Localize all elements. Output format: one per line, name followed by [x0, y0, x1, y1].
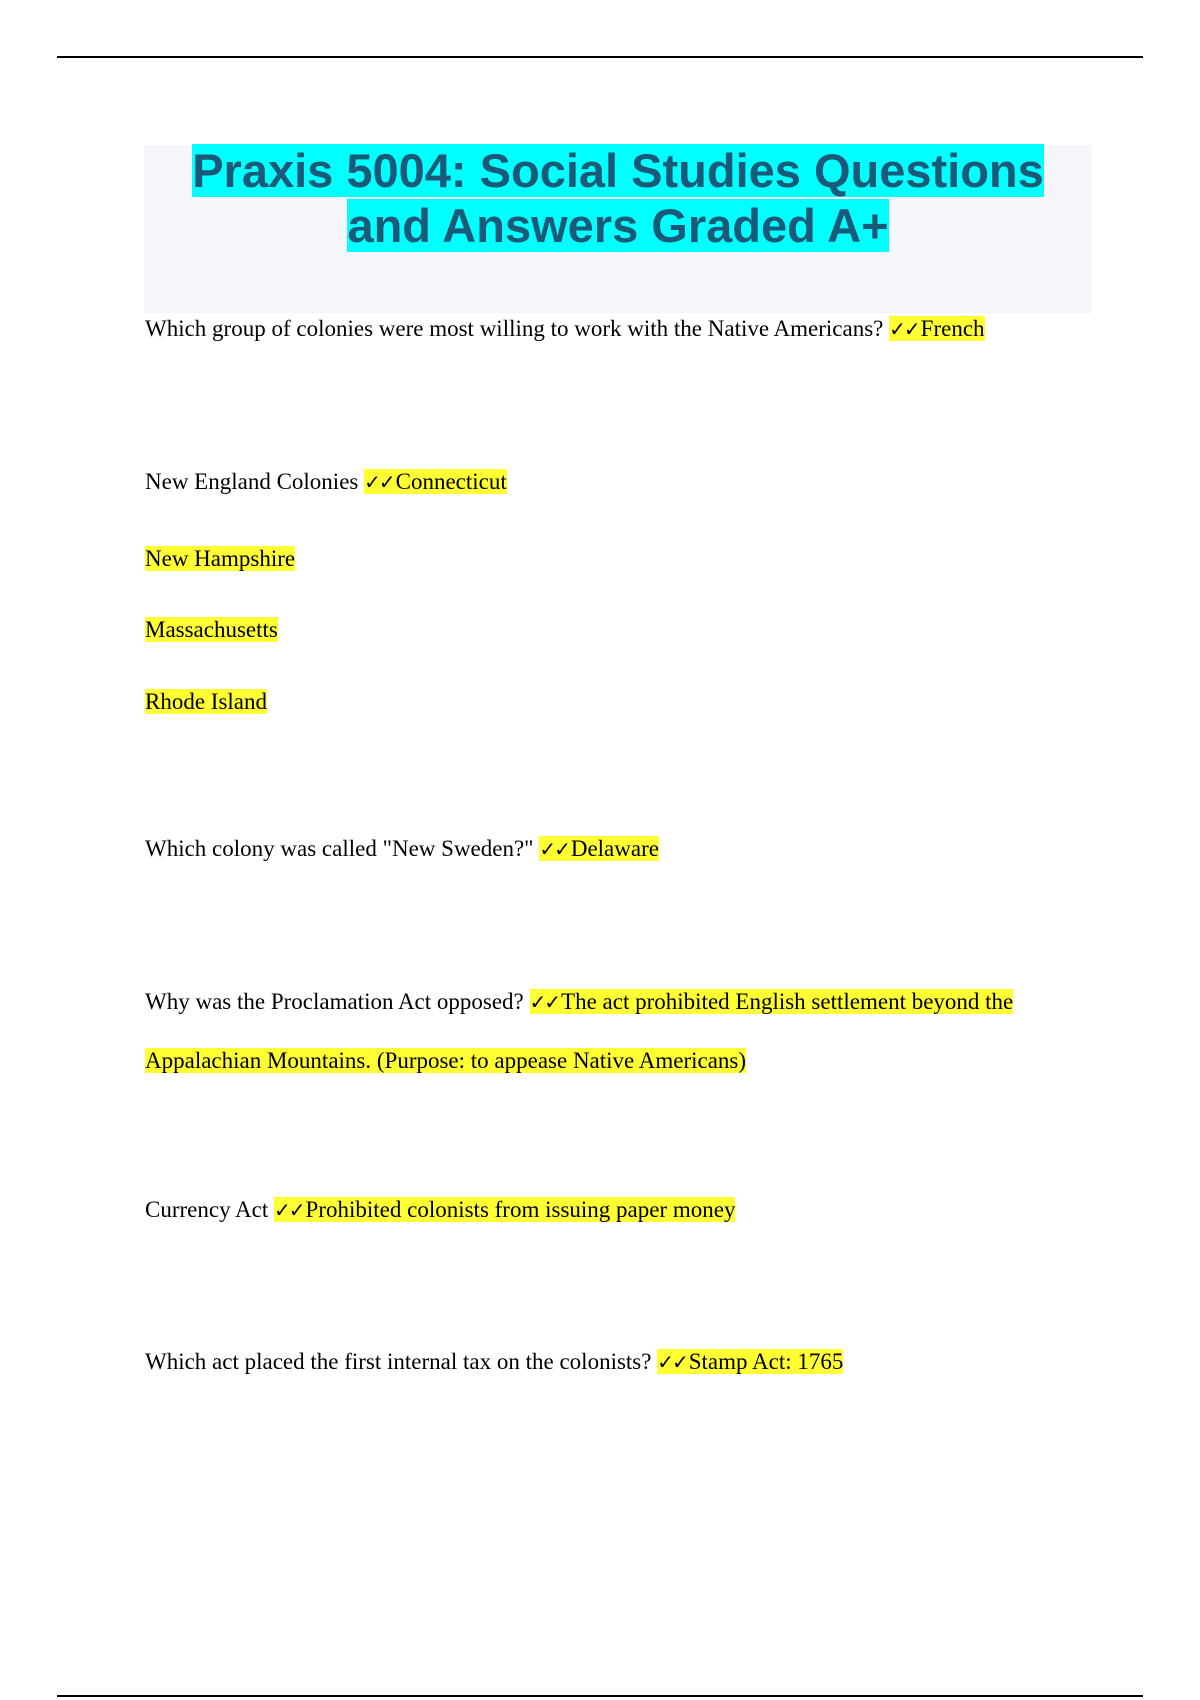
title-line-2: and Answers Graded A+ [347, 199, 889, 252]
answer-list-item [145, 686, 267, 718]
qa-item [145, 986, 1013, 1018]
answer-highlight [539, 836, 659, 861]
footer-rule [57, 1695, 1143, 1697]
qa-item [145, 313, 985, 345]
answer-text: New Hampshire [145, 546, 296, 571]
answer-text: Delaware [570, 836, 659, 861]
question-text: Currency Act [145, 1197, 269, 1222]
double-check-icon: ✓✓ [889, 317, 919, 341]
answer-highlight [274, 1197, 735, 1222]
page-title [144, 143, 1092, 253]
double-check-icon: ✓✓ [539, 837, 569, 861]
qa-item [145, 466, 507, 498]
double-check-icon: ✓✓ [529, 990, 560, 1014]
answer-highlight [657, 1349, 843, 1374]
question-text: Which group of colonies were most willing to work with the Native Americans? [145, 316, 884, 341]
qa-item [145, 1346, 843, 1378]
title-line-1: Praxis 5004: Social Studies Questions [192, 144, 1044, 197]
qa-item [145, 833, 659, 865]
double-check-icon: ✓✓ [657, 1350, 687, 1374]
answer-list-item [145, 543, 295, 575]
answer-continuation [145, 1045, 746, 1077]
answer-text: The act prohibited English settlement beyond the [561, 989, 1014, 1014]
answer-text: Massachusetts [145, 617, 278, 642]
question-text: New England Colonies [145, 469, 359, 494]
qa-item [145, 1194, 735, 1226]
double-check-icon: ✓✓ [364, 470, 394, 494]
answer-highlight [530, 989, 1014, 1014]
answer-text: Prohibited colonists from issuing paper money [305, 1197, 736, 1222]
answer-highlight [889, 316, 984, 341]
question-text: Which act placed the first internal tax on the colonists? [145, 1349, 652, 1374]
double-check-icon: ✓✓ [274, 1198, 304, 1222]
question-text: Why was the Proclamation Act opposed? [145, 989, 524, 1014]
answer-text: Rhode Island [145, 689, 268, 714]
question-text: Which colony was called "New Sweden?" [145, 836, 534, 861]
header-rule [57, 56, 1143, 58]
answer-highlight [364, 469, 507, 494]
answer-list-item [145, 614, 278, 646]
answer-text: Connecticut [395, 469, 507, 494]
answer-text: Appalachian Mountains. (Purpose: to appease Native Americans) [145, 1048, 747, 1073]
answer-text: Stamp Act: 1765 [688, 1349, 844, 1374]
answer-text: French [920, 316, 985, 341]
